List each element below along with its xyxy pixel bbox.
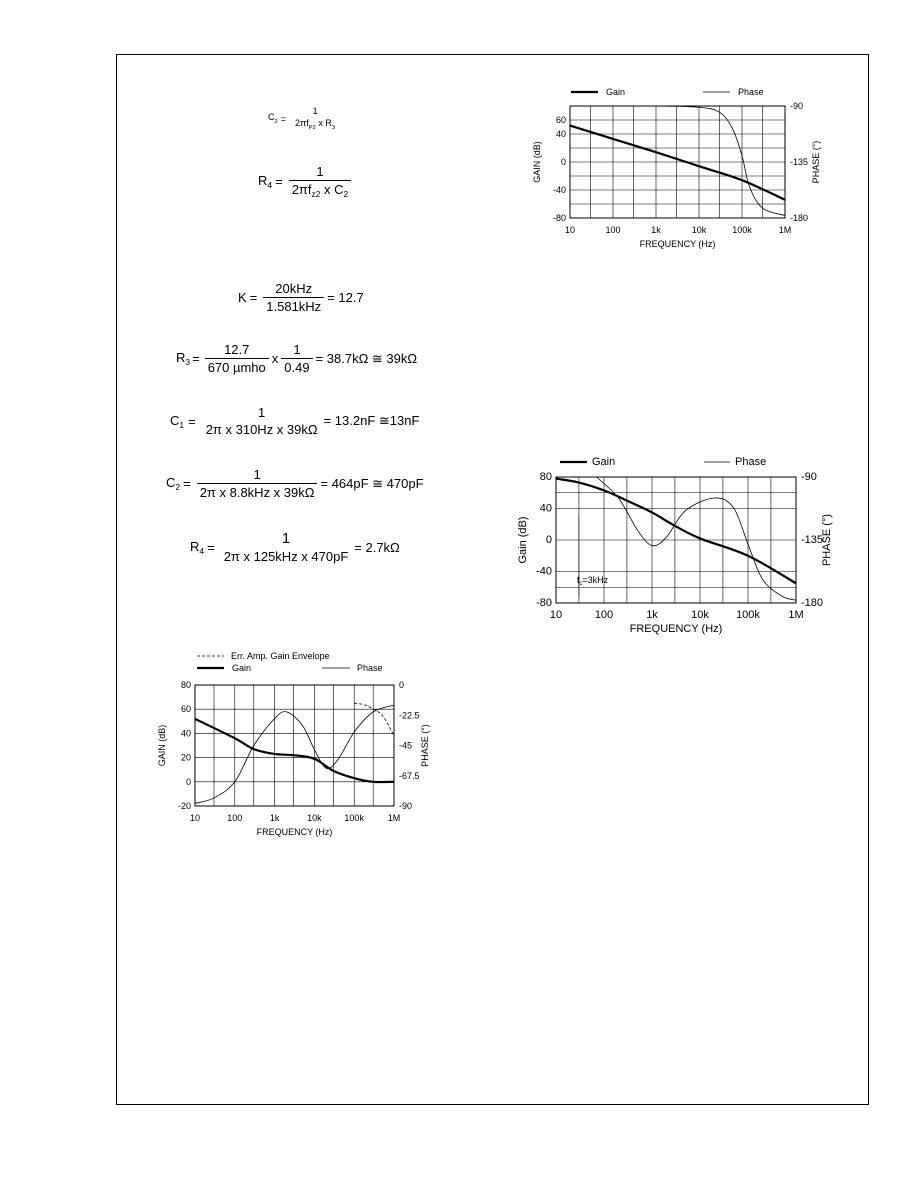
chart1-y-tick-label: -40 [552,185,566,195]
chart2-y2-tick-label: -90 [801,471,817,483]
chart2-x-axis-label: FREQUENCY (Hz) [629,623,723,635]
chart1-y2-tick-label: -180 [790,213,809,223]
chart1-series-phase [570,106,785,216]
chart3-y-axis-label: GAIN (dB) [157,724,167,767]
chart2-series-phase [597,477,796,600]
chart3-x-axis-label: FREQUENCY (Hz) [256,827,333,837]
chart3-series-err-amp-gain-envelope [354,703,394,736]
chart2-y2-tick-label: -180 [801,597,824,609]
chart2-y-tick-label: 40 [539,502,552,515]
chart3-plot-area [195,685,394,806]
chart3-y2-tick-label: -67.5 [399,770,420,781]
chart2-y-axis-label: Gain (dB) [517,516,529,564]
chart3-y-tick-label: 60 [180,704,191,715]
chart3-series-gain [195,719,394,782]
chart1-y-tick-label: 0 [560,157,566,167]
chart3-x-tick-label: 1k [269,813,280,823]
chart1-x-tick-label: 1k [651,225,661,235]
chart3-x-tick-label: 10k [307,813,322,823]
k-calculation: K = $\frac{\text{20kHz}}{\text{1.581kHz}}$ = 12.7 [238,281,364,314]
r4-calculation: $R_4$ = 1 2π x 125kHz x 470pF = 2.7kΩ [190,530,400,564]
chart3-y2-tick-label: -45 [399,740,413,751]
r3-calculation: $R_3$ = $\frac{12.7}{\text{670 µmho}}$ x $\frac{1}{0.49}$ = 38.7kΩ ≅ 39kΩ [176,342,418,375]
chart2-x-tick-label: 10k [691,609,709,621]
chart2-y2-tick-label: -135 [801,534,824,546]
chart1-legend-label: Gain [606,87,626,97]
chart2-legend-label: Gain [592,456,616,468]
chart1-y-tick-label: -80 [552,213,566,223]
chart2-y2-axis-label: PHASE (°) [821,513,833,567]
chart3-x-tick-label: 1M [387,813,401,823]
chart2-x-tick-label: 1k [646,609,658,621]
r4-formula: $R_4$ = $\frac{1}{2\pi f_{z2} x C_2}$ [258,164,354,199]
c2-calculation: $C_2$ = $\frac{1}{\text{2π x 8.8kHz x 39kΩ}}$ = 464pF ≅ 470pF [166,467,424,500]
chart3-x-tick-label: 10 [189,813,201,823]
chart3-y2-tick-label: -90 [399,801,413,811]
chart2-x-tick-label: 1M [788,609,804,621]
chart3-x-tick-label: 100k [344,813,364,823]
chart2-y-tick-label: 80 [539,471,552,483]
chart3-y2-axis-label: PHASE (°) [420,724,430,767]
chart1-y-tick-label: 40 [555,129,566,139]
chart3-y-tick-label: 0 [185,776,191,787]
chart2-x-tick-label: 100 [594,609,614,621]
chart1-series-gain [570,126,785,200]
chart3-legend-label: Phase [357,663,383,673]
chart1-x-tick-label: 100 [605,225,621,235]
chart3-x-tick-label: 100 [227,813,243,823]
chart2-fc-annotation: $f_c=3kHz$ [576,575,609,587]
chart1-x-tick-label: 1M [778,225,792,235]
chart3-y-tick-label: 20 [180,752,191,763]
chart2-series-gain [556,479,796,584]
chart2-y-tick-label: -80 [536,597,552,609]
chart1-y2-tick-label: -90 [790,101,804,111]
c2-formula: $C_2$ = 1 $2\pi f_{P2}$ x $R_3$ [268,106,336,131]
chart1-x-tick-label: 100k [732,225,752,235]
chart1-y2-tick-label: -135 [790,157,809,167]
chart3-y-tick-label: 40 [180,728,191,739]
chart1-y-tick-label: 60 [555,115,566,125]
chart3-y2-tick-label: 0 [399,680,405,690]
chart2-x-tick-label: 100k [736,609,760,621]
chart3-legend-label: Gain [232,663,252,673]
chart2-legend-label: Phase [735,456,767,468]
chart1-y-axis-label: GAIN (dB) [532,141,542,183]
chart3-legend-label: Err. Amp. Gain Envelope [231,651,330,661]
chart1-y2-axis-label: PHASE (°) [811,140,821,184]
chart1-x-tick-label: 10k [691,225,707,235]
chart2-y-tick-label: 0 [545,534,552,546]
c1-calculation: $C_1$ = 1 2π x 310Hz x 39kΩ = 13.2nF ≅13nF [170,405,420,437]
chart3-y-tick-label: -20 [177,801,191,811]
chart1-x-tick-label: 10 [564,225,576,235]
chart2-y-tick-label: -40 [536,565,552,578]
chart1-legend-label: Phase [738,87,764,97]
chart2-x-tick-label: 10 [549,609,563,621]
chart3-y-tick-label: 80 [180,680,191,690]
chart3-y2-tick-label: -22.5 [399,710,420,721]
chart1-x-axis-label: FREQUENCY (Hz) [639,239,716,249]
